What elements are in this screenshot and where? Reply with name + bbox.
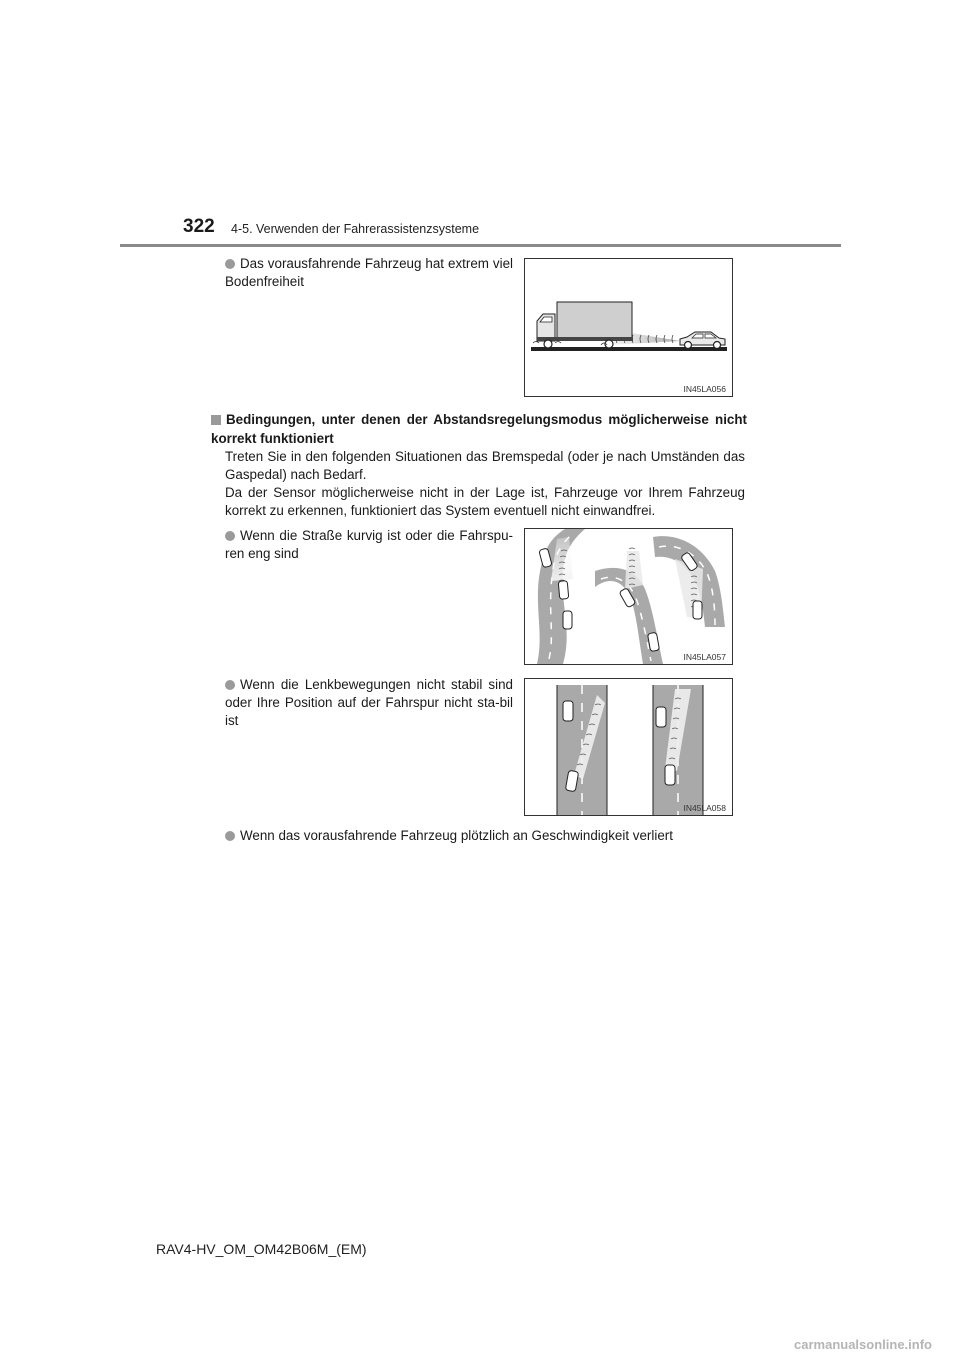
figure-curved-roads (524, 528, 733, 665)
paragraph-sensor-warning: Da der Sensor möglicherweise nicht in der Lage ist, Fahrzeuge vor Ihrem Fahrzeug korrekt zu erkennen, funktioniert das System eventuell nicht einwandfrei. (225, 485, 745, 518)
figure-lane-drift (524, 678, 733, 816)
section-heading (211, 410, 747, 448)
document-id: RAV4-HV_OM_OM42B06M_(EM) (156, 1241, 367, 1257)
bullet-icon (225, 259, 235, 269)
figure-code: IN45LA056 (683, 384, 726, 394)
curved-roads-illustration (525, 529, 732, 664)
square-bullet-icon (211, 415, 221, 425)
bullet-text: Wenn das vorausfahrende Fahrzeug plötzlich an Geschwindigkeit verliert (240, 828, 673, 843)
bullet-text: Wenn die Straße kurvig ist oder die Fahrspu-ren eng sind (225, 528, 513, 561)
section-title: 4-5. Verwenden der Fahrerassistenzsysteme (231, 222, 480, 236)
section-heading-text: Bedingungen, unter denen der Abstandsregelungsmodus möglicherweise nicht korrekt funktioniert (211, 412, 747, 446)
bullet-icon (225, 531, 235, 541)
bullet-icon (225, 831, 235, 841)
bullet-unstable-steering (225, 676, 513, 730)
bullet-sudden-deceleration (225, 827, 745, 845)
watermark: carmanualsonline.info (794, 1337, 932, 1352)
bullet-text: Wenn die Lenkbewegungen nicht stabil sind oder Ihre Position auf der Fahrspur nicht sta-bil ist (225, 677, 513, 728)
bullet-icon (225, 680, 235, 690)
lane-drift-illustration (525, 679, 732, 815)
figure-code: IN45LA057 (683, 652, 726, 662)
truck-and-car-illustration (525, 259, 732, 396)
figure-truck-clearance (524, 258, 733, 397)
page-number: 322 (183, 216, 215, 237)
bullet-ground-clearance (225, 255, 513, 291)
header-divider (120, 244, 841, 247)
bullet-text: Das vorausfahrende Fahrzeug hat extrem viel Bodenfreiheit (225, 256, 513, 289)
bullet-curvy-road (225, 527, 513, 563)
figure-code: IN45LA058 (683, 803, 726, 813)
paragraph-brake-instruction: Treten Sie in den folgenden Situationen das Bremspedal (oder je nach Umständen das Gaspedal) nach Bedarf. (225, 449, 745, 482)
